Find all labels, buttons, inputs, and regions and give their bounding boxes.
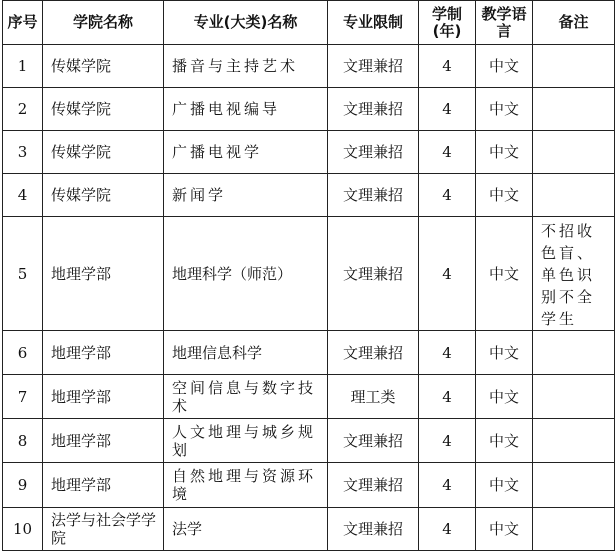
cell-restriction: 理工类 <box>328 375 419 419</box>
cell-restriction: 文理兼招 <box>328 45 419 88</box>
cell-years: 4 <box>419 508 476 551</box>
cell-no: 3 <box>3 131 43 174</box>
cell-college: 法学与社会学学院 <box>43 508 164 551</box>
cell-major: 人文地理与城乡规划 <box>164 419 328 463</box>
cell-no: 9 <box>3 463 43 508</box>
table-row <box>3 375 615 419</box>
cell-language: 中文 <box>476 88 533 131</box>
cell-years: 4 <box>419 88 476 131</box>
header-restriction: 专业限制 <box>328 1 419 45</box>
cell-restriction: 文理兼招 <box>328 131 419 174</box>
cell-major: 空间信息与数字技术 <box>164 375 328 419</box>
table-row <box>3 131 615 174</box>
cell-major: 新闻学 <box>164 174 328 217</box>
cell-college: 地理学部 <box>43 331 164 375</box>
cell-restriction: 文理兼招 <box>328 174 419 217</box>
cell-major: 广播电视学 <box>164 131 328 174</box>
cell-language: 中文 <box>476 508 533 551</box>
cell-major: 法学 <box>164 508 328 551</box>
cell-college: 传媒学院 <box>43 174 164 217</box>
table-body <box>3 45 615 551</box>
cell-college: 传媒学院 <box>43 131 164 174</box>
cell-note <box>533 375 615 419</box>
cell-college: 地理学部 <box>43 419 164 463</box>
cell-college: 地理学部 <box>43 375 164 419</box>
header-years: 学制(年) <box>419 1 476 45</box>
majors-table <box>2 0 615 551</box>
table-row <box>3 217 615 331</box>
cell-major: 地理信息科学 <box>164 331 328 375</box>
cell-years: 4 <box>419 131 476 174</box>
cell-no: 1 <box>3 45 43 88</box>
cell-note: 不招收色盲、单色识别不全学生 <box>533 217 615 331</box>
cell-language: 中文 <box>476 217 533 331</box>
header-language: 教学语言 <box>476 1 533 45</box>
cell-restriction: 文理兼招 <box>328 463 419 508</box>
cell-years: 4 <box>419 217 476 331</box>
table-row <box>3 45 615 88</box>
table-header <box>3 1 615 45</box>
cell-note <box>533 174 615 217</box>
cell-no: 4 <box>3 174 43 217</box>
cell-note <box>533 331 615 375</box>
header-note: 备注 <box>533 1 615 45</box>
cell-language: 中文 <box>476 463 533 508</box>
cell-college: 传媒学院 <box>43 45 164 88</box>
cell-note <box>533 131 615 174</box>
cell-years: 4 <box>419 174 476 217</box>
cell-restriction: 文理兼招 <box>328 331 419 375</box>
cell-note <box>533 88 615 131</box>
cell-no: 5 <box>3 217 43 331</box>
table-row <box>3 331 615 375</box>
cell-language: 中文 <box>476 174 533 217</box>
cell-restriction: 文理兼招 <box>328 88 419 131</box>
cell-language: 中文 <box>476 45 533 88</box>
cell-years: 4 <box>419 45 476 88</box>
table-row <box>3 88 615 131</box>
header-college: 学院名称 <box>43 1 164 45</box>
table-row <box>3 508 615 551</box>
header-major: 专业(大类)名称 <box>164 1 328 45</box>
cell-no: 10 <box>3 508 43 551</box>
cell-major: 广播电视编导 <box>164 88 328 131</box>
cell-no: 6 <box>3 331 43 375</box>
cell-restriction: 文理兼招 <box>328 508 419 551</box>
cell-years: 4 <box>419 419 476 463</box>
cell-restriction: 文理兼招 <box>328 217 419 331</box>
cell-language: 中文 <box>476 419 533 463</box>
header-no: 序号 <box>3 1 43 45</box>
cell-years: 4 <box>419 375 476 419</box>
cell-years: 4 <box>419 463 476 508</box>
cell-note <box>533 463 615 508</box>
cell-major: 地理科学（师范） <box>164 217 328 331</box>
cell-note <box>533 419 615 463</box>
cell-major: 自然地理与资源环境 <box>164 463 328 508</box>
cell-restriction: 文理兼招 <box>328 419 419 463</box>
cell-college: 地理学部 <box>43 463 164 508</box>
table-row <box>3 174 615 217</box>
cell-language: 中文 <box>476 331 533 375</box>
table-row <box>3 463 615 508</box>
cell-college: 地理学部 <box>43 217 164 331</box>
table-row <box>3 419 615 463</box>
cell-language: 中文 <box>476 375 533 419</box>
cell-no: 8 <box>3 419 43 463</box>
cell-note <box>533 508 615 551</box>
cell-years: 4 <box>419 331 476 375</box>
cell-major: 播音与主持艺术 <box>164 45 328 88</box>
cell-language: 中文 <box>476 131 533 174</box>
cell-note <box>533 45 615 88</box>
cell-no: 2 <box>3 88 43 131</box>
cell-no: 7 <box>3 375 43 419</box>
cell-college: 传媒学院 <box>43 88 164 131</box>
